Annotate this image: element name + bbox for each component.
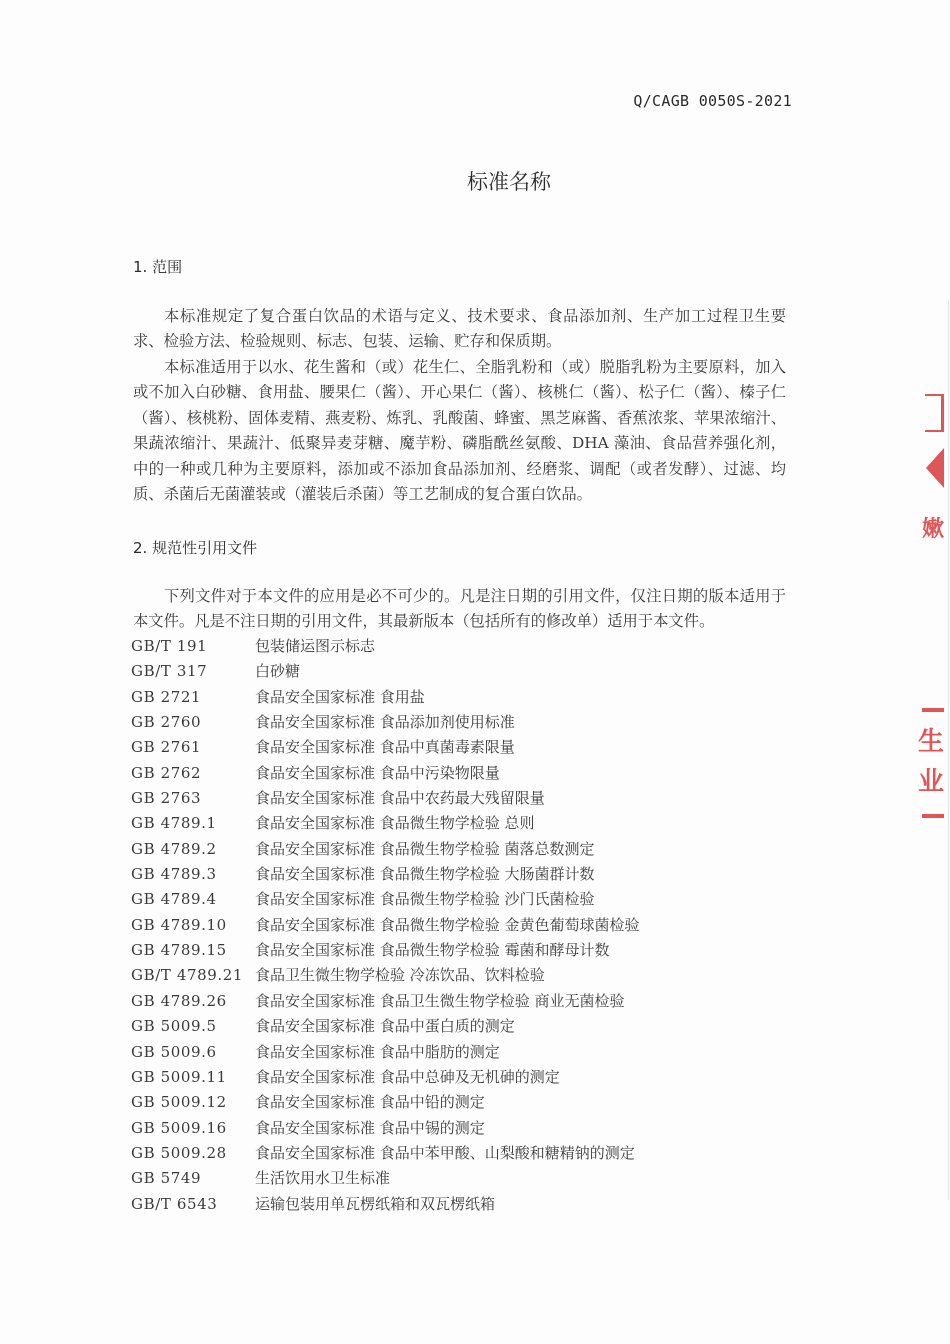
reference-code: GB/T 4789.21 xyxy=(131,966,244,985)
reference-code: GB 2763 xyxy=(131,789,202,808)
reference-code: GB 4789.26 xyxy=(131,991,227,1010)
seal-stroke xyxy=(926,448,944,488)
reference-name: 食品安全国家标准 食品卫生微生物学检验 商业无菌检验 xyxy=(255,991,625,1010)
reference-code: GB 4789.10 xyxy=(131,915,227,934)
reference-name: 食品安全国家标准 食品微生物学检验 总则 xyxy=(255,814,535,833)
reference-row xyxy=(131,1116,791,1141)
reference-code: GB 5009.6 xyxy=(131,1042,217,1061)
reference-code: GB 4789.1 xyxy=(131,814,217,833)
reference-row xyxy=(131,862,791,887)
scope-paragraph-2: 本标准适用于以水、花生酱和（或）花生仁、全脂乳粉和（或）脱脂乳粉为主要原料，加入或不加入白砂糖、食用盐、腰果仁（酱）、开心果仁（酱）、核桃仁（酱）、松子仁（酱）、榛子仁（酱）、核桃粉、固体麦精、燕麦粉、炼乳、乳酸菌、蜂蜜、黑芝麻酱、香蕉浓浆、苹果浓缩汁、果蔬浓缩汁、果蔬汁、低聚异麦芽糖、魔芋粉、磷脂酰丝氨酸、DHA 藻油、食品营养强化剂，中的一种或几种为主要原料，添加或不添加食品添加剂、经磨浆、调配（或者发酵）、过滤、均质、杀菌后无菌灌装或（灌装后杀菌）等工艺制成的复合蛋白饮品。 xyxy=(133,358,786,504)
reference-name: 白砂糖 xyxy=(255,662,301,681)
reference-row xyxy=(131,659,791,684)
reference-code: GB 4789.4 xyxy=(131,890,217,909)
reference-name: 食品安全国家标准 食品微生物学检验 菌落总数测定 xyxy=(255,839,595,858)
reference-name: 食品安全国家标准 食品微生物学检验 霉菌和酵母计数 xyxy=(255,941,610,960)
reference-name: 食品安全国家标准 食品中总砷及无机砷的测定 xyxy=(255,1067,560,1086)
reference-name: 食品安全国家标准 食品微生物学检验 沙门氏菌检验 xyxy=(255,890,595,909)
section-1-heading: 1. 范围 xyxy=(133,258,183,276)
reference-row xyxy=(131,710,791,735)
seal-glyphs: 生业 xyxy=(917,727,944,797)
reference-row xyxy=(131,1014,791,1039)
document-code: Q/CAGB 0050S-2021 xyxy=(633,92,792,110)
reference-name: 食品安全国家标准 食品中真菌毒素限量 xyxy=(255,738,515,757)
reference-row xyxy=(131,735,791,760)
reference-name: 食品安全国家标准 食品中农药最大残留限量 xyxy=(255,789,545,808)
reference-code: GB 5009.12 xyxy=(131,1093,227,1112)
reference-name: 食品安全国家标准 食品中铅的测定 xyxy=(255,1093,485,1112)
seal-border xyxy=(922,708,944,712)
reference-code: GB 5009.11 xyxy=(131,1067,227,1086)
reference-row xyxy=(131,634,791,659)
document-title: 标准名称 xyxy=(467,170,551,194)
reference-name: 食品安全国家标准 食用盐 xyxy=(255,687,425,706)
reference-code: GB 4789.15 xyxy=(131,941,227,960)
seal-stroke xyxy=(925,394,944,432)
reference-row xyxy=(131,1040,791,1065)
reference-code: GB/T 6543 xyxy=(131,1194,218,1213)
reference-row xyxy=(131,989,791,1014)
reference-row xyxy=(131,963,791,988)
reference-code: GB 5749 xyxy=(131,1169,202,1188)
reference-row xyxy=(131,1141,791,1166)
seal-border xyxy=(922,814,944,818)
reference-name: 食品安全国家标准 食品中污染物限量 xyxy=(255,763,500,782)
reference-name: 生活饮用水卫生标准 xyxy=(255,1169,391,1188)
scan-edge-line xyxy=(948,300,949,1200)
reference-code: GB/T 317 xyxy=(131,662,208,681)
reference-code: GB 5009.16 xyxy=(131,1118,227,1137)
reference-list xyxy=(131,634,791,1217)
reference-code: GB/T 191 xyxy=(131,637,208,655)
reference-row xyxy=(131,786,791,811)
reference-code: GB 2760 xyxy=(131,713,202,732)
reference-row xyxy=(131,1090,791,1115)
reference-row xyxy=(131,887,791,912)
reference-name: 包装储运图示标志 xyxy=(255,637,376,655)
reference-code: GB 4789.3 xyxy=(131,865,217,884)
reference-name: 食品安全国家标准 食品中苯甲酸、山梨酸和糖精钠的测定 xyxy=(255,1143,635,1162)
reference-name: 食品安全国家标准 食品中锡的测定 xyxy=(255,1118,485,1137)
reference-name: 食品卫生微生物学检验 冷冻饮品、饮料检验 xyxy=(255,966,545,985)
reference-name: 食品安全国家标准 食品微生物学检验 大肠菌群计数 xyxy=(255,865,595,884)
reference-name: 运输包装用单瓦楞纸箱和双瓦楞纸箱 xyxy=(255,1194,496,1213)
seal-glyph: 嫰 xyxy=(921,517,944,542)
reference-row xyxy=(131,913,791,938)
reference-code: GB 4789.2 xyxy=(131,839,217,858)
reference-row xyxy=(131,1192,791,1217)
reference-name: 食品安全国家标准 食品中蛋白质的测定 xyxy=(255,1017,515,1036)
reference-row xyxy=(131,1166,791,1191)
red-seal-stamp-fragment-bottom xyxy=(917,708,944,828)
references-intro-paragraph: 下列文件对于本文件的应用是必不可少的。凡是注日期的引用文件，仅注日期的版本适用于本文件。凡是不注日期的引用文件，其最新版本（包括所有的修改单）适用于本文件。 xyxy=(133,587,786,631)
red-seal-stamp-fragment-top xyxy=(922,390,944,580)
reference-row xyxy=(131,685,791,710)
reference-row xyxy=(131,1065,791,1090)
reference-code: GB 5009.5 xyxy=(131,1017,217,1036)
reference-row xyxy=(131,761,791,786)
reference-code: GB 5009.28 xyxy=(131,1143,227,1162)
section-2-heading: 2. 规范性引用文件 xyxy=(133,539,258,557)
reference-code: GB 2721 xyxy=(131,687,202,706)
reference-name: 食品安全国家标准 食品中脂肪的测定 xyxy=(255,1042,500,1061)
reference-name: 食品安全国家标准 食品微生物学检验 金黄色葡萄球菌检验 xyxy=(255,915,640,934)
reference-row xyxy=(131,837,791,862)
reference-name: 食品安全国家标准 食品添加剂使用标准 xyxy=(255,713,515,732)
scope-paragraph-1: 本标准规定了复合蛋白饮品的术语与定义、技术要求、食品添加剂、生产加工过程卫生要求、检验方法、检验规则、标志、包装、运输、贮存和保质期。 xyxy=(133,307,786,351)
reference-row xyxy=(131,811,791,836)
reference-code: GB 2762 xyxy=(131,763,202,782)
reference-code: GB 2761 xyxy=(131,738,202,757)
reference-row xyxy=(131,938,791,963)
